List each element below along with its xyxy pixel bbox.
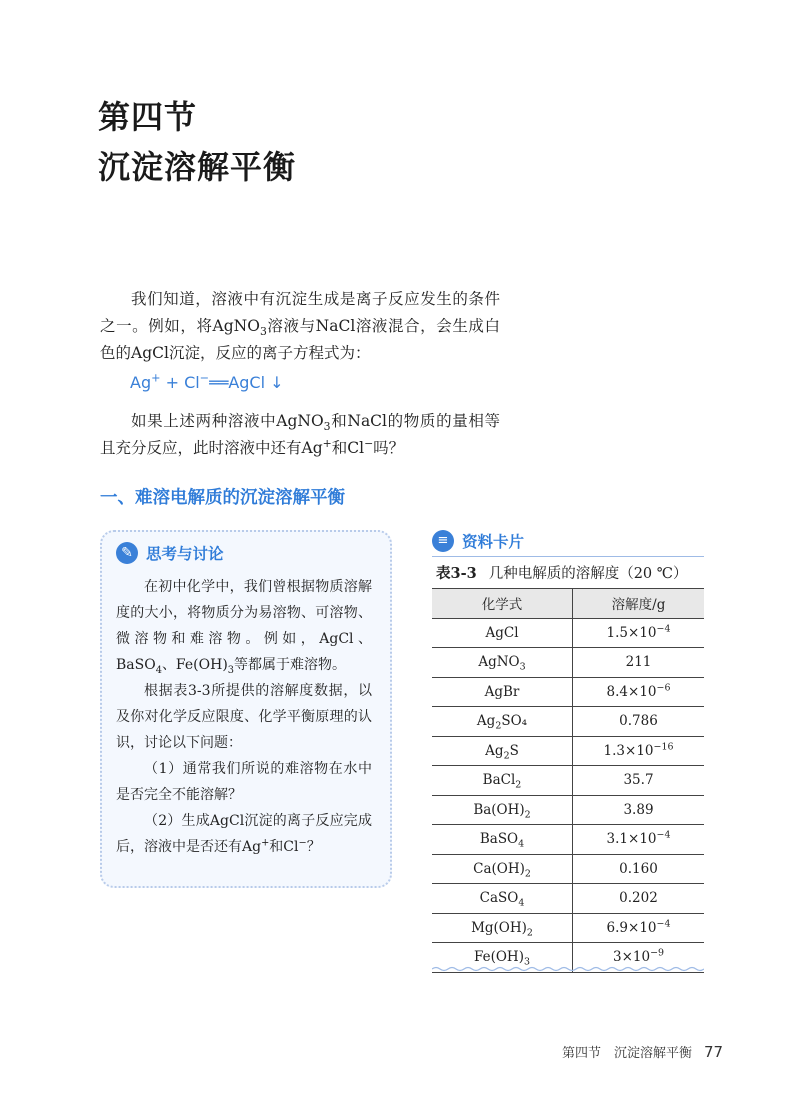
formula-cell: CaSO$_4$: [432, 884, 573, 914]
solubility-cell: $1.5\times 10^{-4}$: [573, 618, 705, 648]
formula-cell: AgNO$_3$: [432, 648, 573, 678]
section-title: 沉淀溶解平衡: [98, 148, 297, 186]
formula-cell: BaSO$_4$: [432, 825, 573, 855]
table-row: [432, 884, 704, 914]
formula-cell: AgBr: [432, 677, 573, 707]
intro-paragraph: 我们知道，溶液中有沉淀生成是离子反应发生的条件之一。例如，将AgNO$_3$溶液与NaCl溶液混合，会生成白色的AgCl沉淀，反应的离子方程式为：: [100, 290, 500, 362]
table-row: [432, 795, 704, 825]
table-row: [432, 677, 704, 707]
table-row: [432, 766, 704, 796]
page-number: 77: [704, 1043, 724, 1061]
solubility-cell: $6.9\times 10^{-4}$: [573, 913, 705, 943]
table-row: [432, 618, 704, 648]
formula-cell: AgCl: [432, 618, 573, 648]
table-row: [432, 854, 704, 884]
think-box-body: 在初中化学中，我们曾根据物质溶解度的大小，将物质分为易溶物、可溶物、微溶物和难溶物。例如，AgCl、BaSO$_4$、$Fe(OH)_3$等都属于难溶物。 根据表3-3所提供的溶解度数据，以及你对化学反应限度、化学平衡原理的认识，讨论以下问题： （1）通常我们所说的难溶物在水中是否完全不能溶解？ （2）生成AgCl沉淀的离子反应完成后，溶液中是否还有Ag+和Cl−？: [116, 579, 373, 855]
solubility-table: [432, 588, 704, 973]
table-row: [432, 648, 704, 678]
formula-cell: $Ag_2SO_4$: [432, 707, 573, 737]
table-row: [432, 825, 704, 855]
table-row: [432, 736, 704, 766]
footer-section: 第四节 沉淀溶解平衡: [562, 1046, 693, 1061]
solubility-cell: 35.7: [573, 766, 705, 796]
question-paragraph: 如果上述两种溶液中AgNO$_3$和NaCl的物质的量相等且充分反应，此时溶液中还有Ag+和Cl−吗？: [100, 412, 500, 457]
think-discuss-box: [100, 530, 392, 888]
page-footer: [562, 1042, 723, 1061]
ionic-equation: Ag+ + Cl−══AgCl ↓: [130, 371, 284, 392]
formula-cell: $Mg(OH)_2$: [432, 913, 573, 943]
section-number-title: 第四节: [98, 98, 198, 136]
formula-cell: $Ag_2S$: [432, 736, 573, 766]
data-card-header: [432, 530, 524, 552]
solubility-cell: $8.4\times 10^{-6}$: [573, 677, 705, 707]
formula-cell: $Fe(OH)_3$: [432, 943, 573, 973]
card-icon: ≡: [432, 530, 454, 552]
table-header-solubility: 溶解度/g: [573, 589, 705, 619]
discussion-icon: ✎: [116, 542, 138, 564]
table-caption: 表3-3 几种电解质的溶解度（20 ℃）: [436, 565, 688, 582]
subsection-heading: 一、难溶电解质的沉淀溶解平衡: [100, 488, 345, 508]
solubility-cell: $1.3\times 10^{-16}$: [573, 736, 705, 766]
table-header-formula: 化学式: [432, 589, 573, 619]
table-wavy-border: [432, 966, 704, 972]
solubility-cell: 0.202: [573, 884, 705, 914]
solubility-cell: 0.786: [573, 707, 705, 737]
formula-cell: BaCl$_2$: [432, 766, 573, 796]
formula-cell: $Ba(OH)_2$: [432, 795, 573, 825]
data-card-title: 资料卡片: [462, 533, 525, 551]
table-row: [432, 707, 704, 737]
formula-cell: $Ca(OH)_2$: [432, 854, 573, 884]
solubility-cell: 0.160: [573, 854, 705, 884]
solubility-cell: 211: [573, 648, 705, 678]
table-row: [432, 913, 704, 943]
solubility-cell: $3\times 10^{-9}$: [573, 943, 705, 973]
solubility-cell: 3.89: [573, 795, 705, 825]
card-divider: [432, 556, 704, 557]
solubility-cell: $3.1\times 10^{-4}$: [573, 825, 705, 855]
think-box-title: 思考与讨论: [146, 545, 224, 563]
